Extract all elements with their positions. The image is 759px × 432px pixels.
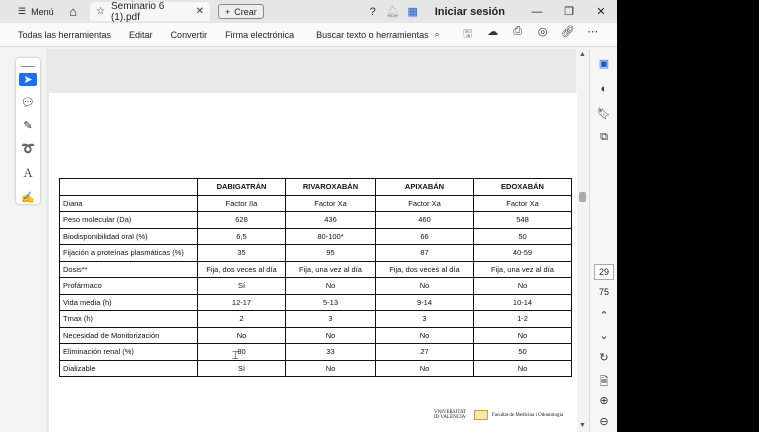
table-cell: 5-13 xyxy=(286,294,376,311)
logo-emblem xyxy=(474,410,488,420)
faculty-name: Facultat de Medicina i Odontologia xyxy=(492,412,564,418)
table-row xyxy=(60,360,572,377)
bell-icon[interactable]: 🔔︎ xyxy=(385,6,400,18)
table-header-row xyxy=(60,179,572,196)
table-cell: No xyxy=(286,278,376,295)
table-cell: 460 xyxy=(376,212,474,229)
quick-tools-panel xyxy=(16,58,40,204)
zoom-out-icon[interactable]: ⊖ xyxy=(599,416,609,428)
table-cell: 27 xyxy=(376,344,474,361)
table-cell: 10-14 xyxy=(474,294,572,311)
ai-search-icon[interactable]: ◎ xyxy=(537,26,548,38)
pages-icon[interactable]: ⧉ xyxy=(600,131,608,143)
row-label: Dializable xyxy=(60,360,198,377)
lasso-icon[interactable]: ➰ xyxy=(21,143,35,155)
table-cell: 1-2 xyxy=(474,311,572,328)
refresh-icon[interactable]: ↻ xyxy=(599,352,609,364)
row-label: Biodisponibilidad oral (%) xyxy=(60,228,198,245)
table-cell: No xyxy=(376,327,474,344)
comment-icon[interactable]: 💬︎ xyxy=(21,97,35,109)
table-cell: Sí xyxy=(198,360,286,377)
restore-icon[interactable]: ❐ xyxy=(564,6,574,18)
bookmark-icon[interactable]: 🔖︎ xyxy=(597,108,611,120)
menu-label: Menú xyxy=(31,6,54,17)
table-row xyxy=(60,261,572,278)
page-total: 75 xyxy=(598,287,609,297)
help-icon[interactable]: ? xyxy=(369,5,376,18)
table-cell: 66 xyxy=(376,228,474,245)
table-cell: Fija, dos veces al día xyxy=(198,261,286,278)
drag-handle[interactable] xyxy=(21,66,35,67)
table-row xyxy=(60,344,572,361)
ai-assistant-icon[interactable]: ▣ xyxy=(598,58,610,70)
table-row xyxy=(60,228,572,245)
anticoagulant-table xyxy=(59,178,572,377)
table-cell: 2 xyxy=(198,311,286,328)
table-header: EDOXABÁN xyxy=(474,179,572,196)
table-row xyxy=(60,327,572,344)
table-cell: 548 xyxy=(474,212,572,229)
pen-icon[interactable]: ✎ xyxy=(23,120,33,132)
right-side-rail xyxy=(589,49,617,432)
close-tab-icon[interactable]: ✕ xyxy=(195,6,204,17)
star-icon[interactable]: ☆ xyxy=(96,6,105,17)
table-cell: 87 xyxy=(376,245,474,262)
table-cell: Factor Xa xyxy=(376,195,474,212)
table-cell: 12-17 xyxy=(198,294,286,311)
hamburger-icon: ☰ xyxy=(18,6,27,16)
row-label: Necesidad de Monitorización xyxy=(60,327,198,344)
menu-button[interactable] xyxy=(0,6,62,17)
table-cell: Fija, una vez al día xyxy=(286,261,376,278)
table-cell: 80-100* xyxy=(286,228,376,245)
row-label: Eliminación renal (%) xyxy=(60,344,198,361)
table-cell: 6,5 xyxy=(198,228,286,245)
table-cell: No xyxy=(474,327,572,344)
table-cell: No xyxy=(474,360,572,377)
plus-icon: + xyxy=(225,6,231,17)
scroll-thumb[interactable] xyxy=(579,192,586,202)
tab-title: Seminario 6 (1).pdf xyxy=(110,0,165,23)
university-logo xyxy=(434,410,563,420)
pdf-page xyxy=(49,93,579,432)
page-number-input[interactable]: 29 xyxy=(594,264,614,280)
scroll-down-icon[interactable]: ▼ xyxy=(579,422,586,429)
close-window-icon[interactable]: ✕ xyxy=(596,6,606,18)
row-label: Vida media (h) xyxy=(60,294,198,311)
table-header xyxy=(60,179,198,196)
toolbar-edit[interactable]: Editar xyxy=(129,29,153,40)
toolbar-all-tools[interactable]: Todas las herramientas xyxy=(18,29,112,40)
table-cell: 40-59 xyxy=(474,245,572,262)
table-cell: Factor Xa xyxy=(474,195,572,212)
apps-grid-icon[interactable]: ▦ xyxy=(407,6,418,18)
table-cell: No xyxy=(474,278,572,295)
create-button[interactable] xyxy=(218,4,264,19)
table-cell: No xyxy=(198,327,286,344)
table-row xyxy=(60,311,572,328)
upload-cloud-icon[interactable]: ☁ xyxy=(487,26,499,38)
table-header: DABIGATRÁN xyxy=(198,179,286,196)
search-icon: ⌕ xyxy=(434,29,440,39)
table-cell: 9-14 xyxy=(376,294,474,311)
chevron-up-icon[interactable]: ⌃ xyxy=(599,310,609,322)
comment-panel-icon[interactable]: ◐ xyxy=(600,83,608,95)
sign-in-button[interactable]: Iniciar sesión xyxy=(434,5,505,18)
table-cell: 35 xyxy=(198,245,286,262)
row-label: Dosis** xyxy=(60,261,198,278)
table-cell: Fija, dos veces al día xyxy=(376,261,474,278)
title-bar xyxy=(0,0,617,23)
chevron-down-icon[interactable]: ⌄ xyxy=(599,330,609,342)
minimize-icon[interactable]: — xyxy=(531,5,543,18)
row-label: Profármaco xyxy=(60,278,198,295)
table-cell: 95 xyxy=(286,245,376,262)
save-icon[interactable]: 🖫︎ xyxy=(463,28,473,40)
row-label: Tmax (h) xyxy=(60,311,198,328)
row-label: Fijación a proteínas plasmáticas (%) xyxy=(60,245,198,262)
university-name: VNIVERSITAT ID VALÈNCIA xyxy=(434,410,467,420)
table-cell: No xyxy=(286,327,376,344)
search-label: Buscar texto o herramientas xyxy=(316,29,429,40)
print-icon[interactable]: ⎙ xyxy=(513,25,523,37)
table-cell: Factor IIa xyxy=(198,195,286,212)
table-cell: No xyxy=(376,360,474,377)
table-cell: 33 xyxy=(286,344,376,361)
table-cell: 3 xyxy=(286,311,376,328)
table-cell: No xyxy=(286,360,376,377)
document-tab[interactable] xyxy=(90,2,210,21)
row-label: Peso molecular (Da) xyxy=(60,212,198,229)
table-row xyxy=(60,212,572,229)
vertical-scrollbar[interactable] xyxy=(577,49,588,432)
table-row xyxy=(60,245,572,262)
select-cursor-icon[interactable]: ➤ xyxy=(19,73,37,86)
signature-icon[interactable]: ✍ xyxy=(21,192,35,204)
table-cell: Sí xyxy=(198,278,286,295)
link-icon[interactable]: 🔗︎ xyxy=(560,26,575,38)
table-row xyxy=(60,195,572,212)
table-header: RIVAROXABÁN xyxy=(286,179,376,196)
scroll-up-icon[interactable]: ▲ xyxy=(579,51,586,58)
table-cell: 50 xyxy=(474,344,572,361)
main-toolbar xyxy=(0,23,617,47)
table-cell: 628 xyxy=(198,212,286,229)
more-icon[interactable]: ⋯ xyxy=(587,26,599,38)
table-cell: No xyxy=(376,278,474,295)
toolbar-convert[interactable]: Convertir xyxy=(170,29,208,40)
toolbar-e-sign[interactable]: Firma electrónica xyxy=(225,29,295,40)
table-cell: 3 xyxy=(376,311,474,328)
search-tools[interactable] xyxy=(316,29,440,40)
table-row xyxy=(60,278,572,295)
home-icon[interactable]: ⌂ xyxy=(69,4,77,19)
table-cell: Factor Xa xyxy=(286,195,376,212)
zoom-in-icon[interactable]: ⊕ xyxy=(599,395,609,407)
document-viewport xyxy=(46,49,576,432)
text-select-icon[interactable]: Ａ xyxy=(22,168,34,180)
table-header: APIXABÁN xyxy=(376,179,474,196)
create-label: Crear xyxy=(234,6,257,17)
extract-page-icon[interactable]: 🗎︎ xyxy=(599,376,609,388)
table-cell: Fija, una vez al día xyxy=(474,261,572,278)
text-cursor-icon: ⌶ xyxy=(232,350,239,362)
table-row xyxy=(60,294,572,311)
table-cell: 50 xyxy=(474,228,572,245)
row-label: Diana xyxy=(60,195,198,212)
table-cell: 436 xyxy=(286,212,376,229)
table-cell: 80 xyxy=(198,344,286,361)
